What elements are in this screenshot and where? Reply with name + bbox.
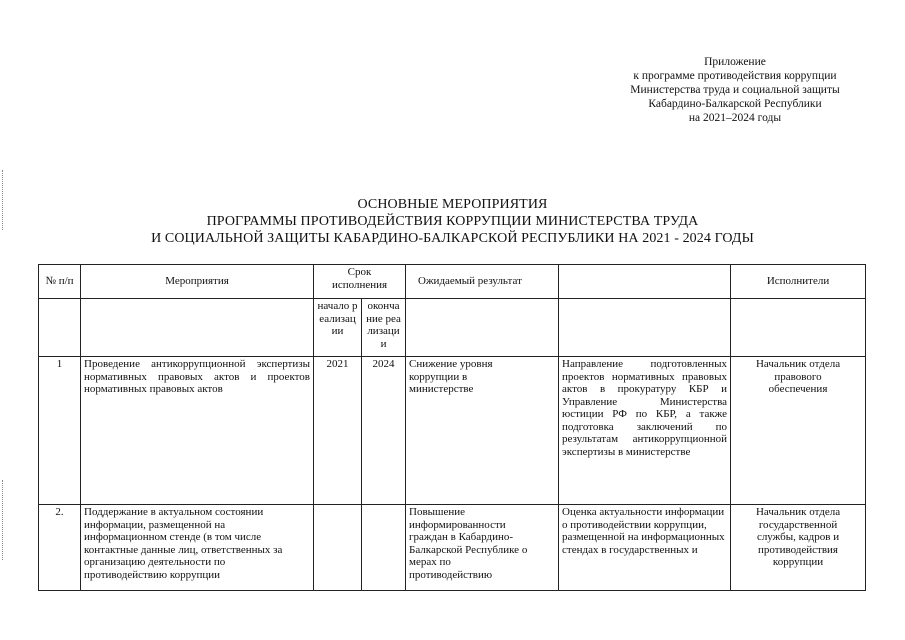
row-num: 1: [39, 357, 81, 505]
row-start: [314, 505, 362, 591]
row-executor: Начальник отдела правового обеспечения: [731, 357, 866, 505]
document-title: [40, 196, 865, 247]
table-row: [39, 357, 866, 505]
header-term-start: начало реализации: [314, 299, 362, 357]
subheader-blank: [406, 299, 559, 357]
row-start: 2021: [314, 357, 362, 505]
appendix-line: Кабардино-Балкарской Республики: [648, 98, 822, 110]
appendix-line: на 2021–2024 годы: [688, 112, 782, 124]
subheader-blank: [39, 299, 81, 357]
header-events: Мероприятия: [81, 265, 314, 299]
row-action: Направление подготовленных проектов нормативных правовых актов в прокуратуру КБР и Управление Министерства юстиции РФ по КБР, а также подготовка заключений по результатам антикоррупционной экспертизы в министерстве: [559, 357, 731, 505]
header-executors: Исполнители: [731, 265, 866, 299]
scan-edge-mark: [2, 170, 4, 230]
table-subheader-row: [39, 299, 866, 357]
events-table: [38, 264, 866, 591]
subheader-blank: [81, 299, 314, 357]
appendix-line: к программе противодействия коррупции: [633, 70, 837, 82]
header-term: Срок исполнения: [314, 265, 406, 299]
row-event: Проведение антикоррупционной экспертизы нормативных правовых актов и проектов нормативных правовых актов: [81, 357, 314, 505]
title-line: ПРОГРАММЫ ПРОТИВОДЕЙСТВИЯ КОРРУПЦИИ МИНИСТЕРСТВА ТРУДА: [206, 214, 699, 229]
title-line: И СОЦИАЛЬНОЙ ЗАЩИТЫ КАБАРДИНО-БАЛКАРСКОЙ РЕСПУБЛИКИ НА 2021 - 2024 ГОДЫ: [151, 231, 754, 246]
header-expected: Ожидаемый результат: [406, 265, 559, 299]
row-end: 2024: [362, 357, 406, 505]
row-action: Оценка актуальности информации о противодействии коррупции, размещенной на информационных стендах в государственных и: [559, 505, 731, 591]
header-blank: [559, 265, 731, 299]
row-num: 2.: [39, 505, 81, 591]
appendix-line: Министерства труда и социальной защиты: [630, 84, 840, 96]
header-term-end: окончание реализации: [362, 299, 406, 357]
subheader-blank: [559, 299, 731, 357]
row-result: Повышение информированности граждан в Кабардино-Балкарской Республике о мерах по противодействию: [406, 505, 559, 591]
appendix-line: Приложение: [704, 56, 766, 68]
subheader-blank: [731, 299, 866, 357]
title-line: ОСНОВНЫЕ МЕРОПРИЯТИЯ: [357, 197, 548, 212]
table-header-row: [39, 265, 866, 299]
row-result: Снижение уровня коррупции в министерстве: [406, 357, 559, 505]
header-num: № п/п: [39, 265, 81, 299]
row-event: Поддержание в актуальном состоянии информации, размещенной на информационном стенде (в том числе контактные данные лиц, ответственных за организацию деятельности по противодействию коррупции: [81, 505, 314, 591]
row-executor: Начальник отдела государственной службы, кадров и противодействия коррупции: [731, 505, 866, 591]
scan-edge-mark: [2, 480, 4, 560]
table-row: [39, 505, 866, 591]
row-end: [362, 505, 406, 591]
appendix-note: [600, 55, 870, 125]
